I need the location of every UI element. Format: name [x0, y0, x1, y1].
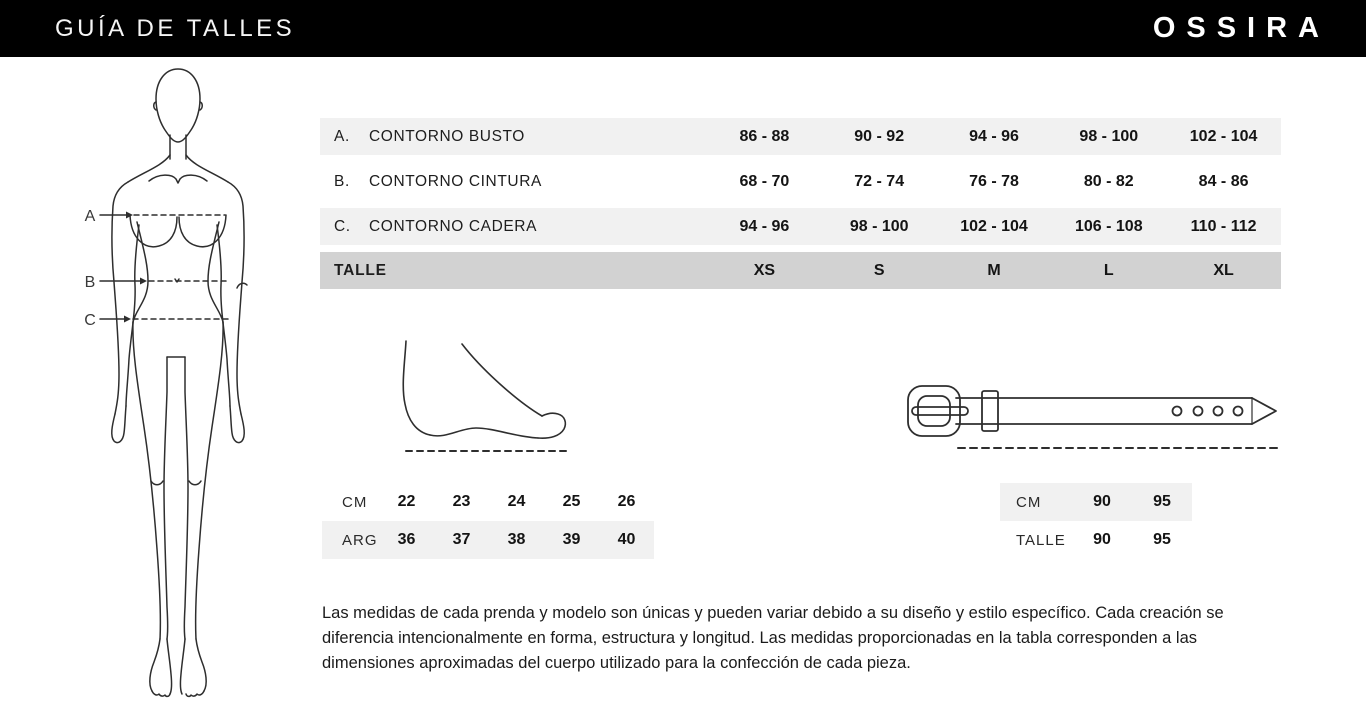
shoe-size-table	[322, 483, 654, 559]
cell-value: L	[1103, 261, 1114, 279]
row-letter: B.	[334, 172, 350, 190]
cell-value: 94 - 96	[739, 217, 790, 235]
table-row-talle	[320, 252, 1281, 289]
belt-icon	[900, 378, 1290, 458]
belt-size-table	[1000, 483, 1192, 559]
female-figure-icon	[60, 62, 305, 712]
cell-value: 72 - 74	[854, 172, 905, 190]
foot-icon	[398, 336, 583, 461]
shoe-row-cm	[322, 483, 654, 521]
row-label: TALLE	[334, 261, 387, 279]
cell-value: XS	[753, 261, 776, 279]
table-row-cadera	[320, 208, 1281, 245]
cell-value: M	[987, 261, 1001, 279]
row-name: CONTORNO BUSTO	[369, 127, 525, 145]
cell-value: 95	[1153, 531, 1171, 548]
cell-value: 24	[507, 493, 526, 510]
cell-value: 37	[452, 531, 471, 548]
row-label	[320, 173, 707, 191]
row-label: ARG	[342, 531, 378, 549]
page-title: GUÍA DE TALLES	[55, 14, 296, 42]
cell-value: XL	[1213, 261, 1234, 279]
table-row-cintura	[320, 163, 1281, 200]
cell-value: 110 - 112	[1190, 217, 1257, 235]
cell-value: 90	[1093, 493, 1111, 510]
cell-value: 98 - 100	[1079, 127, 1139, 145]
measure-label-b: B	[84, 274, 96, 291]
cell-value: 36	[397, 531, 416, 548]
cell-value: 102 - 104	[960, 217, 1028, 235]
cell-value: 90 - 92	[854, 127, 905, 145]
row-name: CONTORNO CADERA	[369, 217, 538, 235]
brand-logo: OSSIRA	[1152, 12, 1330, 44]
cell-value: 84 - 86	[1198, 172, 1249, 190]
cell-value: 94 - 96	[969, 127, 1019, 145]
row-label	[320, 128, 707, 146]
row-label	[320, 218, 707, 236]
size-table	[320, 118, 1281, 289]
row-label: CM	[1016, 493, 1042, 511]
cell-value: 98 - 100	[849, 217, 909, 235]
cell-value: 40	[617, 531, 636, 548]
header-bar	[0, 0, 1366, 57]
measure-label-a: A	[84, 208, 96, 225]
row-name: CONTORNO CINTURA	[369, 172, 542, 190]
cell-value: S	[873, 261, 885, 279]
cell-value: 38	[507, 531, 526, 548]
cell-value: 102 - 104	[1189, 127, 1258, 145]
body-measurement-illustration	[60, 62, 305, 712]
measure-label-c: C	[84, 312, 96, 329]
belt-row-talle	[1000, 521, 1192, 559]
row-label: CM	[342, 493, 368, 511]
cell-value: 106 - 108	[1074, 217, 1143, 235]
cell-value: 26	[617, 493, 636, 510]
row-label: TALLE	[1016, 531, 1066, 549]
cell-value: 76 - 78	[969, 172, 1019, 190]
row-letter: A.	[334, 127, 350, 145]
cell-value: 39	[562, 531, 581, 548]
shoe-size-illustration	[398, 336, 583, 466]
cell-value: 95	[1153, 493, 1171, 510]
measurements-disclaimer: Las medidas de cada prenda y modelo son únicas y pueden variar debido a su diseño y estilo específico. Cada creación se diferencia intencionalmente en forma, estructura y longitud. Las medidas proporcionadas en la tabla corresponden a las dimensiones aproximadas del cuerpo utilizado para la confección de cada pieza.	[322, 604, 1224, 673]
cell-value: 23	[452, 493, 471, 510]
cell-value: 86 - 88	[739, 127, 790, 145]
cell-value: 25	[562, 493, 581, 510]
cell-value: 22	[397, 493, 416, 510]
shoe-row-arg	[322, 521, 654, 559]
cell-value: 68 - 70	[739, 172, 790, 190]
cell-value: 90	[1093, 531, 1111, 548]
belt-row-cm	[1000, 483, 1192, 521]
table-row-busto	[320, 118, 1281, 155]
belt-size-illustration	[900, 378, 1290, 463]
row-letter: C.	[334, 217, 351, 235]
cell-value: 80 - 82	[1083, 172, 1134, 190]
